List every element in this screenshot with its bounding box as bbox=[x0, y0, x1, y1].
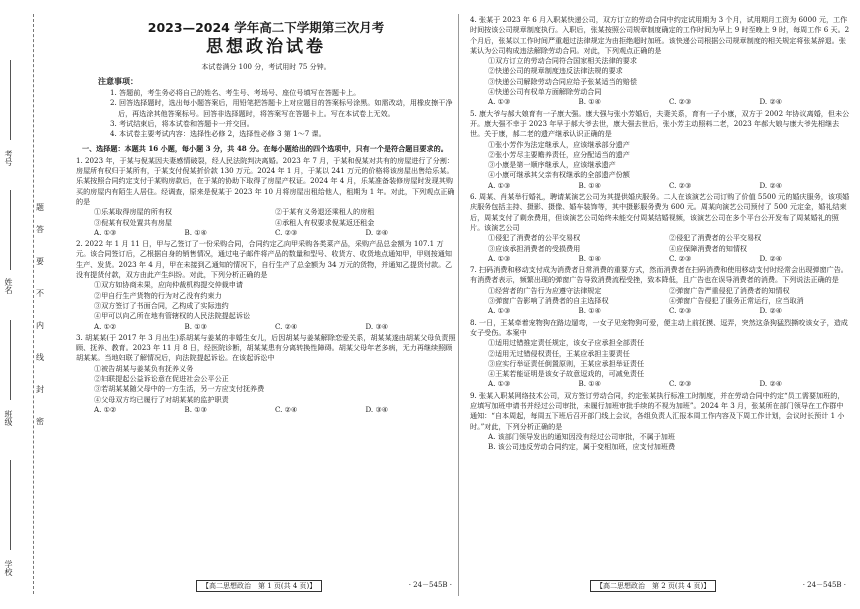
option: ③小康是第一顺序继承人，应该继承遗产 bbox=[488, 160, 616, 170]
answer-choice: B. ①④ bbox=[184, 227, 207, 237]
name-blank bbox=[10, 190, 11, 270]
option: ①张小芳作为法定继承人，应该继承部分遗产 bbox=[488, 139, 630, 149]
option: ②侵犯了消费者的公平交易权 bbox=[669, 233, 762, 243]
paper-code: · 24－545B · bbox=[802, 581, 846, 589]
option: ①侵犯了消费者的公平交易权 bbox=[488, 233, 581, 243]
answer-choice: B. ①③ bbox=[184, 321, 207, 331]
answer-choice: A. ①② bbox=[94, 404, 117, 414]
left-column bbox=[76, 14, 456, 415]
option: ②甲自行生产货物的行为对乙没有约束力 bbox=[94, 290, 222, 300]
binding-label-school: 学校 bbox=[4, 560, 13, 576]
option: ④父母双方均已履行了对胡某某的监护职责 bbox=[94, 394, 229, 404]
option: ③应实行举证责任倒置原则，王某应承担举证责任 bbox=[488, 358, 645, 368]
option: ④弹窗广告侵犯了服务正常运行，应当取消 bbox=[669, 296, 804, 306]
question-stem: 8. 一日，王某牵着宠物狗在路边遛弯，一女子见宠物狗可爱，便主动上前抚摸、逗弄，突然这条狗猛烈撕咬该女子，造成女子受伤。本案中 bbox=[470, 317, 848, 337]
answer-choice: D. ②④ bbox=[759, 180, 783, 190]
question-6 bbox=[470, 192, 850, 264]
option: ④应保障消费者的知情权 bbox=[669, 243, 748, 253]
option: ①被告胡某与姜某负有抚养义务 bbox=[94, 363, 194, 373]
option: ①双方如协商未果，应向仲裁机构提交仲裁申请 bbox=[94, 280, 243, 290]
seal-word: 内 bbox=[36, 321, 44, 330]
notice-item: 4. 本试卷主要考试内容：选择性必修 2，选择性必修 3 第 1～7 课。 bbox=[110, 129, 326, 139]
option: ④承租人有权要求倪某返还租金 bbox=[275, 217, 375, 227]
question-3 bbox=[76, 333, 456, 415]
answer-choice: C. ②③ bbox=[669, 253, 692, 263]
answer-choice: D. ②④ bbox=[759, 379, 783, 389]
section-heading: 一、选择题：本题共 16 小题，每小题 3 分，共 48 分。在每小题给出的四个选项中，只有一个是符合题目要求的。 bbox=[82, 144, 448, 154]
question-1 bbox=[76, 156, 456, 238]
question-stem: 2. 2022 年 1 月 11 日，甲与乙签订了一份采购合同，合同约定乙向甲采购各类菜产品，采购产品总金额为 107.1 万元。该合同签订后，乙根据自身的销售情况，通过电子邮件将产品的数量和型号、收货方、收货地点通知甲，甲则按通知生产、发货。2023 年 4 月，甲在未接到乙通知的情况下，自行生产了总金额为 34 万元的货物，并通知乙提货付款。乙没有提货付款，双方由此产生纠纷。对此，下列分析正确的是 bbox=[76, 239, 453, 280]
option: ①乐某取得房屋的所有权 bbox=[94, 207, 173, 217]
option: ③应该承担消费者的受损费用 bbox=[488, 243, 581, 253]
notice-item: 2. 回答选择题时，选出每小题答案后，用铅笔把答题卡上对应题目的答案标号涂黑。如需改动，用橡皮擦干净后，再选涂其他答案标号。回答非选择题时，将答案写在答题卡上。写在本试卷上无效。 bbox=[110, 98, 453, 118]
option: ②弹窗广告严重侵犯了消费者的知情权 bbox=[669, 285, 790, 295]
notice-item: 1. 答题前，考生务必将自己的姓名、考生号、考场号、座位号填写在答题卡上。 bbox=[110, 88, 361, 97]
binding-margin bbox=[0, 0, 52, 609]
question-stem: 3. 胡某某(于 2017 年 3 月出生)系胡某与姜某的非婚生女儿，后因胡某与姜某解除恋爱关系，胡某某遂由胡某父母负责照顾、抚养、教育。2023 年 11 月 8 日，经医院诊断，胡某某患有分离转换性障碍。胡某父母年老多病，无力再继续照顾胡某某。当地妇联了解情况后，向法院提起诉讼。在该起诉讼中 bbox=[76, 332, 456, 363]
seal-line bbox=[33, 14, 34, 594]
answer-choice: D. ③④ bbox=[365, 404, 389, 414]
answer-choice: C. ②③ bbox=[669, 379, 692, 389]
option: ②适用无过错侵权责任，王某应承担主要责任 bbox=[488, 348, 630, 358]
answer-choice: B. ①④ bbox=[578, 253, 601, 263]
exam-meta: 本试卷满分 100 分，考试用时 75 分钟。 bbox=[201, 63, 331, 71]
seal-word: 不 bbox=[36, 289, 44, 298]
answer-choice: A. ①③ bbox=[488, 379, 511, 389]
question-stem: 9. 张某入职某网络技术公司，双方签订劳动合同，约定张某执行标准工时制度，并在劳动合同中约定“员工需要加班的，应填写加班申请书并经过公司审批，未履行加班审批手续的不视为加班”。2024 年 3 月，张某所在部门领导在工作群中通知：“自本周起，每周五下班后召开部门线上会议，各组负责人汇报本周工作内容及下周工作计划，会议时长预计 1 小时。”对此，下列分析正确的是 bbox=[470, 390, 845, 431]
option: ③若胡某某随父母中的一方生活，另一方应支付抚养费 bbox=[94, 384, 265, 394]
answer-choice: D. ②④ bbox=[759, 97, 783, 107]
option: ②张小芳尽主要赡养责任，应分配适当的遗产 bbox=[488, 149, 630, 159]
answer-choice: C. ②③ bbox=[669, 97, 692, 107]
question-2 bbox=[76, 239, 456, 332]
answer-choice: B. ①④ bbox=[578, 97, 601, 107]
option: ④甲可以向乙所在地有管辖权的人民法院提起诉讼 bbox=[94, 311, 251, 321]
answer-choice: B. ①④ bbox=[578, 379, 601, 389]
answer-choice: A. ①③ bbox=[488, 306, 511, 316]
question-stem: 4. 张某于 2023 年 6 月入职某快递公司，双方订立的劳动合同中约定试用期为 3 个月，试用期月工资为 6000 元，工作时间按该公司规章制度执行。入职后，张某按照公司规章制度确定的工作时间为早上 9 时至晚上 9 时，每周工作 6 天。2 个月后，张某以工作时间严重超过法律规定为由拒绝超时加班。该快递公司根据公司规章制度的相关规定将张某辞退。张某认为公司构成违法解除劳动合同。对此，下列观点正确的是 bbox=[470, 15, 850, 55]
question-9 bbox=[470, 391, 850, 453]
answer-choice: C. ②④ bbox=[275, 321, 298, 331]
seal-word: 要 bbox=[36, 257, 44, 266]
binding-label-class: 班级 bbox=[4, 410, 13, 426]
answer-choice: D. ③④ bbox=[365, 321, 389, 331]
seal-word: 线 bbox=[36, 353, 44, 362]
answer-choice: A. ①③ bbox=[488, 180, 511, 190]
exam-title: 2023—2024 学年高二下学期第三次月考 bbox=[147, 20, 385, 35]
answer-choice: C. ②③ bbox=[669, 306, 692, 316]
right-column bbox=[470, 14, 850, 452]
option: ②快递公司的规章制度违反法律法规的要求 bbox=[488, 66, 623, 76]
option: ②于某有义务退还乘租人的房租 bbox=[275, 207, 375, 217]
seal-word: 题 bbox=[36, 203, 44, 212]
exam-number-blank bbox=[10, 60, 11, 140]
option: ③倪某有权处置共有房屋 bbox=[94, 217, 173, 227]
question-7 bbox=[470, 265, 850, 316]
answer-choice: B. ①④ bbox=[578, 306, 601, 316]
question-stem: 6. 周某、肖某举行婚礼，聘请某演艺公司为其提供婚庆服务。二人在该演艺公司订购了价值 5500 元的婚庆服务，该项婚庆服务包括主持、摄影、摄像、婚车装饰等，其中摄影服务费为 600 元。周某向演艺公司预付了 500 元定金，婚礼结束后，周某支付了剩余费用，但该演艺公司始终未能交付周某结婚视频，该演艺公司在多个平台公开发布了周某婚礼的照片。该演艺公司 bbox=[470, 192, 850, 232]
answer-choice: C. ②③ bbox=[275, 227, 298, 237]
option: A. 该部门领导发出的通知因没有经过公司审批，不属于加班 bbox=[488, 431, 675, 441]
option: ①经营者的广告行为应遵守法律规定 bbox=[488, 285, 602, 295]
binding-label-name: 姓名 bbox=[4, 278, 13, 294]
option: ④王某若能证明是该女子故意逗戏的，可减免责任 bbox=[488, 369, 645, 379]
exam-subject: 思想政治试卷 bbox=[206, 37, 326, 57]
answer-choice: D. ②④ bbox=[759, 253, 783, 263]
question-4 bbox=[470, 15, 850, 108]
paper-code: · 24－545B · bbox=[408, 581, 452, 589]
option: ①适用过错推定责任规定，该女子应承担全部责任 bbox=[488, 338, 645, 348]
answer-choice: A. ①③ bbox=[94, 227, 117, 237]
question-stem: 1. 2023 年，于某与倪某因夫妻感情破裂，经人民法院判决离婚。2023 年 7 月，于某和倪某对共有的房屋进行了分割：房屋所有权归于某所有，于某支付倪某折价款 130 万元。2024 年 1 月，于某以 241 万元的价格将该房屋出售给乐某。乐某按照合同约定支付于某购房款后，在于某的协助下取得了房屋产权证。2024 年 4 月，乐某准备装修房屋时发现其购买的房屋内有陌生人居住。经调查，原来是倪某于 2023 年 10 月将房屋出租给他人，租期为 1 年。对此，下列观点正确的是 bbox=[76, 155, 455, 206]
answer-choice: C. ②③ bbox=[669, 180, 692, 190]
seal-word: 密 bbox=[36, 417, 44, 426]
option: ③快递公司解除劳动合同应给予张某适当的赔偿 bbox=[488, 76, 637, 86]
seal-word: 封 bbox=[36, 385, 44, 394]
option: ③双方签订了书面合同，乙构成了实际违约 bbox=[94, 300, 229, 310]
answer-choice: D. ②④ bbox=[365, 227, 389, 237]
column-divider bbox=[458, 14, 459, 596]
seal-word: 答 bbox=[36, 225, 44, 234]
option: B. 该公司违反劳动合同约定，属于变相加班，应支付加班费 bbox=[488, 442, 676, 452]
option: ④快递公司有权单方面解除劳动合同 bbox=[488, 87, 602, 97]
class-blank bbox=[10, 320, 11, 400]
answer-choice: D. ②④ bbox=[759, 306, 783, 316]
answer-choice: C. ②④ bbox=[275, 404, 298, 414]
option: ③弹窗广告影响了消费者的自主选择权 bbox=[488, 296, 609, 306]
answer-choice: A. ①③ bbox=[488, 97, 511, 107]
binding-label-exam-number: 考号 bbox=[4, 150, 13, 166]
option: ②妇联提起公益诉讼意在促进社会公平公正 bbox=[94, 374, 229, 384]
answer-choice: A. ①③ bbox=[488, 253, 511, 263]
notice-item: 3. 考试结束后，将本试卷和答题卡一并交回。 bbox=[110, 118, 254, 128]
option: ①双方订立的劳动合同符合国家相关法律的要求 bbox=[488, 56, 637, 66]
answer-choice: B. ①④ bbox=[578, 180, 601, 190]
page-label: 【高二思想政治 第 1 页(共 4 页)】 bbox=[196, 580, 322, 592]
answer-choice: A. ①② bbox=[94, 321, 117, 331]
question-stem: 5. 康大爷与郝大娘育有一子康大强。康大强与张小芳婚后，夫妻关系，育有一子小康，双方于 2002 年协议离婚，但未公开。康大强不幸于 2023 年早于郝大爷去世，康大强去世后，张小芳主动照料二老，2023 年郝大娘与康大爷先相继去世。关于康，郝二老的遗产继承认识正确的是 bbox=[470, 108, 850, 139]
answer-choice: B. ①③ bbox=[184, 404, 207, 414]
question-5 bbox=[470, 109, 850, 191]
page-label: 【高二思想政治 第 2 页(共 4 页)】 bbox=[590, 580, 716, 592]
option: ④小康可继承其父亲有权继承的全部遗产份额 bbox=[488, 170, 630, 180]
notice-heading: 注意事项： bbox=[98, 77, 138, 86]
question-8 bbox=[470, 318, 850, 390]
question-stem: 7. 扫码消费和移动支付成为消费者日常消费的重要方式，然而消费者在扫码消费和使用移动支付时经常会出现弹窗广告。有消费者表示，频繁出现的弹窗广告导致消费流程受挫，致本降低，且广告也在误导消费者的消费。下列说法正确的是 bbox=[470, 265, 848, 285]
school-blank bbox=[10, 460, 11, 550]
